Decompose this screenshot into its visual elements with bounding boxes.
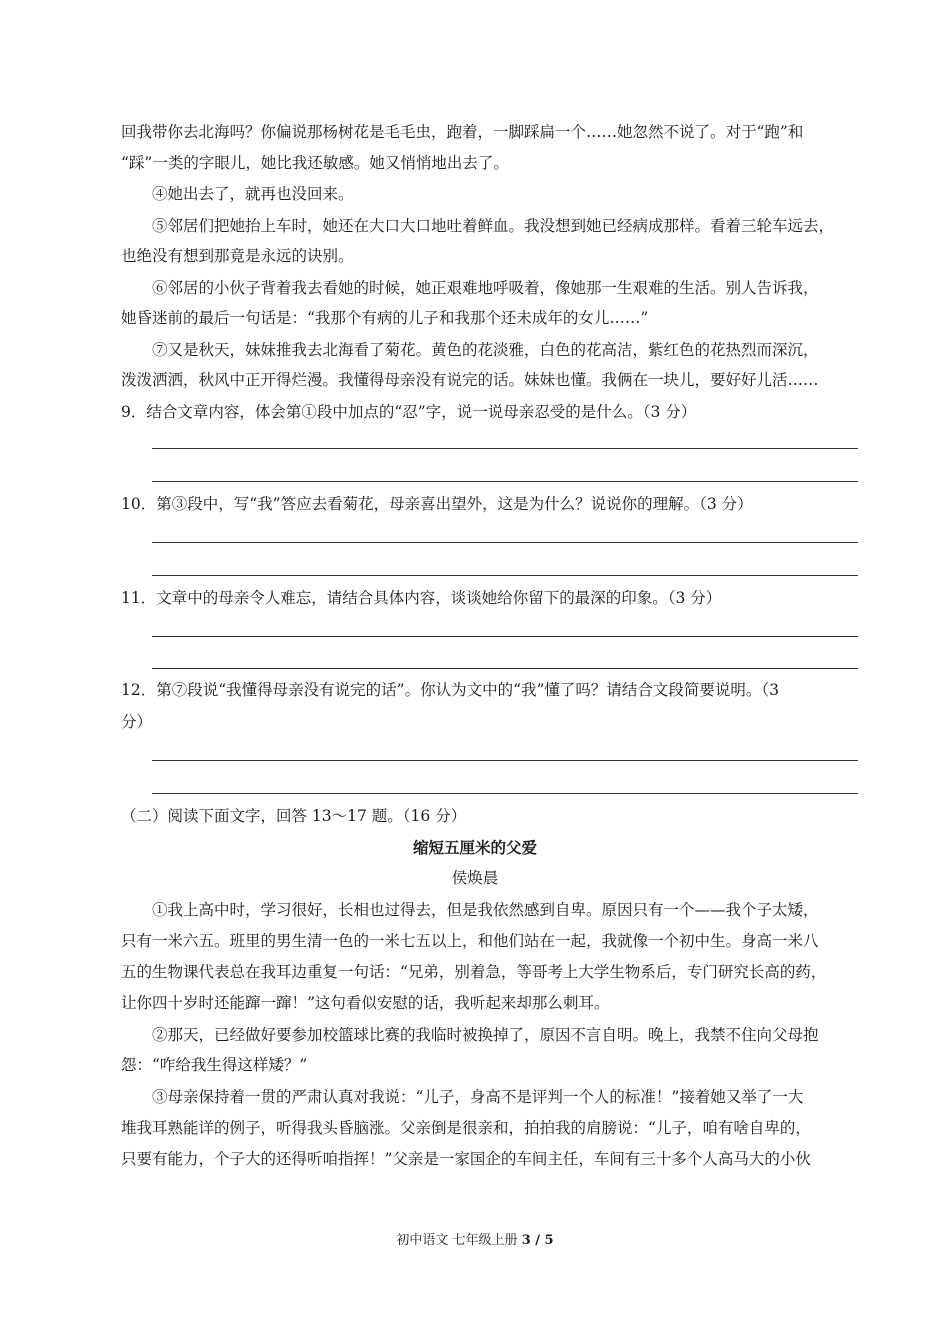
question-10: 10．第③段中，写“我”答应去看菊花，母亲喜出望外，这是为什么？说说你的理解。（3 分） (121, 495, 753, 513)
passage-line: “踩”一类的字眼儿，她比我还敏感。她又悄悄地出去了。 (121, 154, 509, 172)
article-paragraph-2: ②那天，已经做好要参加校篮球比赛的我临时被换掉了，原因不言自明。晚上，我禁不住向父母抱 (152, 1026, 819, 1044)
passage-paragraph-4: ④她出去了，就再也没回来。 (152, 185, 354, 203)
answer-line[interactable] (152, 575, 858, 576)
answer-line[interactable] (152, 793, 858, 794)
question-12: 12．第⑦段说“我懂得母亲没有说完的话”。你认为文中的“我”懂了吗？请结合文段简要说明。（3 (121, 681, 780, 699)
passage-paragraph-7: ⑦又是秋天，妹妹推我去北海看了菊花。黄色的花淡雅，白色的花高洁，紫红色的花热烈而深沉， (152, 341, 819, 359)
emphasis-dotted-char: 刺 (562, 994, 579, 1012)
answer-line[interactable] (152, 481, 858, 482)
article-line: 怨：“咋给我生得这样矮？” (121, 1056, 308, 1074)
passage-line: 泼泼洒洒，秋风中正开得烂漫。我懂得母亲没有说完的话。妹妹也懂。我俩在一块儿，要好好儿活…… (121, 371, 819, 389)
article-author: 侯焕晨 (451, 869, 499, 887)
article-line-end: 。 (593, 994, 610, 1012)
article-line: 堆我耳熟能详的例子，听得我头昏脑涨。父亲倒是很亲和，拍拍我的肩膀说：“儿子，咱有啥自卑的， (121, 1119, 811, 1137)
footer-subject: 初中语文 七年级上册 (396, 1233, 522, 1248)
answer-line[interactable] (152, 668, 858, 669)
answer-line[interactable] (152, 448, 858, 449)
answer-line[interactable] (152, 760, 858, 761)
passage-paragraph-5: ⑤邻居们把她抬上车时，她还在大口大口地吐着鲜血。我没想到她已经病成那样。看着三轮车远去， (152, 217, 835, 235)
article-line-text: 让你四十岁时还能蹿一蹿！”这句看似安慰的话，我听起来却那么 (121, 994, 563, 1012)
article-title: 缩短五厘米的父爱 (412, 839, 537, 857)
question-9: 9．结合文章内容，体会第①段中加点的“忍”字，说一说母亲忍受的是什么。（3 分） (121, 403, 697, 421)
question-12-cont: 分） (121, 713, 153, 731)
article-paragraph-1: ①我上高中时，学习很好，长相也过得去，但是我依然感到自卑。原因只有一个——我个子太矮， (152, 901, 819, 919)
page-footer (0, 1231, 950, 1251)
passage-line: 也绝没有想到那竟是永远的诀别。 (121, 247, 354, 265)
answer-line[interactable] (152, 542, 858, 543)
section-heading: （二）阅读下面文字，回答 13～17 题。（16 分） (121, 807, 467, 825)
article-line: 五的生物课代表总在我耳边重复一句话：“兄弟，别着急，等哥考上大学生物系后，专门研究长高的药， (121, 963, 827, 981)
article-line: 只有一米六五。班里的男生清一色的一米七五以上，和他们站在一起，我就像一个初中生。身高一米八 (121, 932, 819, 950)
article-line (121, 993, 866, 1013)
passage-line: 回我带你去北海吗？你偏说那杨树花是毛毛虫，跑着，一脚踩扁一个……她忽然不说了。对于“跑”和 (121, 123, 804, 141)
emphasis-dotted-char: 耳 (578, 994, 594, 1012)
passage-line: 她昏迷前的最后一句话是：“我那个有病的儿子和我那个还未成年的女儿……” (121, 309, 649, 327)
answer-line[interactable] (152, 636, 858, 637)
page-number: 3 / 5 (521, 1233, 554, 1248)
article-paragraph-3: ③母亲保持着一贯的严肃认真对我说：“儿子，身高不是评判一个人的标准！”接着她又举了一大 (152, 1088, 804, 1106)
passage-paragraph-6: ⑥邻居的小伙子背着我去看她的时候，她正艰难地呼吸着，像她那一生艰难的生活。别人告诉我， (152, 279, 819, 297)
article-line: 只要有能力，个子大的还得听咱指挥！”父亲是一家国企的车间主任，车间有三十多个人高马大的小伙 (121, 1150, 811, 1168)
question-11: 11．文章中的母亲令人难忘，请结合具体内容，谈谈她给你留下的最深的印象。（3 分） (121, 589, 722, 607)
